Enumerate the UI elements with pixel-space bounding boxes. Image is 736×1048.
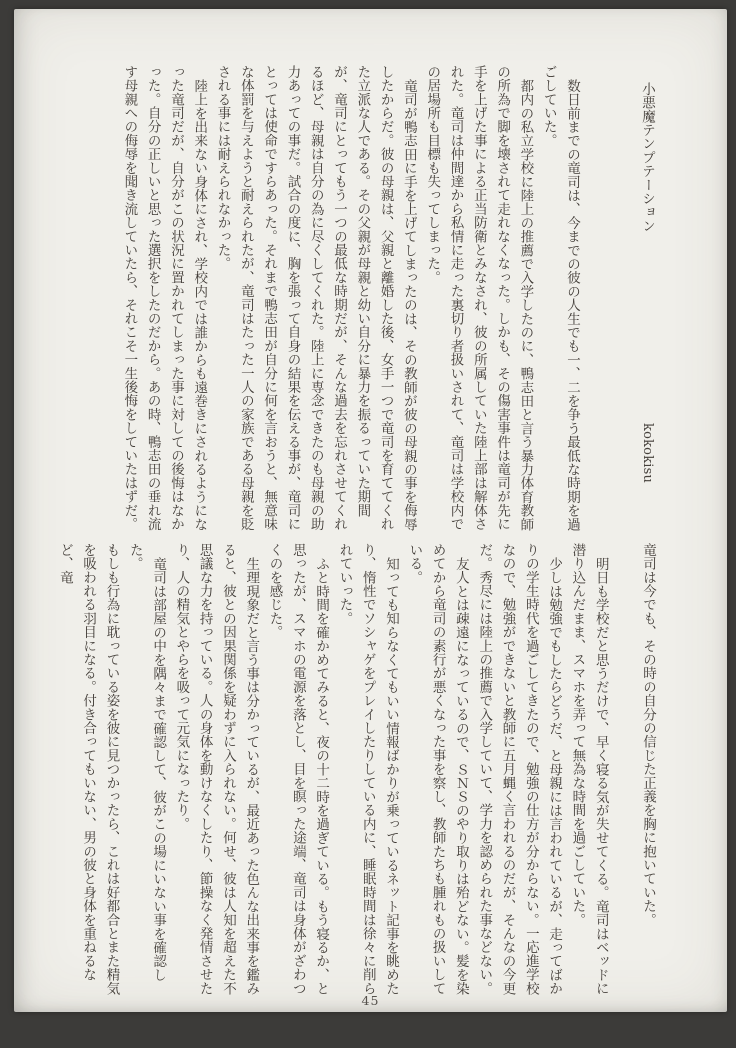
paragraph: もしも行為に耽っている姿を彼に見つかったら、これは好都合とまた精気を吸われる羽目になる。付き合ってもいない、男の彼と身体を重ねるなど、竜: [56, 543, 120, 996]
paragraph: 明日も学校だと思うだけで、早く寝る気が失せてくる。竜司はベッドに潜り込んだまま、スマホを弄って無為な時間を過ごしていた。: [569, 543, 609, 995]
paragraph: 知っても知らなくてもいい情報ばかりが乗っているネット記事を眺めたり、惰性でソシャゲをプレイしたりしている内に、睡眠時間は徐々に削られていった。: [336, 543, 400, 996]
page-number: 45: [361, 993, 380, 1008]
paragraph: 数日前までの竜司は、今までの彼の人生でも一、二を争う最低な時期を過ごしていた。: [540, 65, 580, 531]
scanned-page: [14, 9, 727, 1012]
paragraph: 竜司は今でも、その時の自分の信じた正義を胸に抱いていた。: [640, 543, 656, 927]
paragraph: 少しは勉強でもしたらどうだ、と母親には言われているが、走ってばかりの学生時代を過ごしてきたので、勉強の仕方が分からない。一応進学校なので、勉強ができないと教師に五月蝿く言われるのだが、そんなの今更だ。秀尽には陸上の推薦で入学していて、学力を認められた事などない。: [476, 543, 563, 996]
title-column: [635, 65, 659, 535]
author-name: kokokisu: [640, 423, 655, 484]
text-section-lower: [55, 543, 659, 1005]
story-title: 小悪魔テンプテーション: [639, 82, 655, 233]
paragraph: 竜司が鴨志田に手を上げてしまったのは、その教師が彼の母親の事を侮辱したからだ。彼の母親は、父親と離婚した後、女手一つで竜司を育ててくれた立派な人である。その父親が母親と幼い自分に暴力を振るっていた期間が、竜司にとってもう一つの最低な時期だが、そんな過去を忘れさせてくれるほど、母親は自分の為に尽くしてくれた。陸上に専念できたのも母親の助力あっての事だ。試合の度に、胸を張って自身の結果を伝える事が、竜司にとっては使命ですらあった。それまで鴨志田が自分に何を言おうと、無意味な体罰を与えようと耐えられたが、竜司はたった一人の家族である母親を貶される事には耐えられなかった。: [214, 65, 417, 531]
paragraph: 友人とは疎遠になっているので、ＳＮＳのやり取りは殆どない。髪を染めてから竜司の素行が悪くなった事を察し、教師たちも腫れもの扱いしている。: [406, 543, 469, 996]
paragraph: 都内の私立学校に陸上の推薦で入学したのに、鴨志田と言う暴力体育教師の所為で脚を壊されて走れなくなった。しかも、その傷害事件は竜司が先に手を上げた事による正当防衛とみなされ、彼の所属していた陸上部は解体された。竜司は仲間達から私情に走った裏切り者扱いされて、竜司は学校内での居場所も目標も失ってしまった。: [424, 65, 534, 531]
paragraph: 生理現象だと言う事は分かっているが、最近あった色んな出来事を鑑みると、彼との因果関係を疑わずに入られない。何せ、彼は人知を超えた不思議な力を持っている。人の身体を動けなくしたり、節操なく発情させたり、人の精気とやらを吸って元気になったり。: [173, 543, 260, 996]
paragraph: 陸上を出来ない身体にされ、学校内では誰からも遠巻きにされるようになった竜司だが、自分がこの状況に置かれてしまった事に対しての後悔はなかった。自分の正しいと思った選択をしたのだから。あの時、鴨志田の垂れ流す母親への侮辱を聞き流していたら、それこそ一生後悔をしていたはずだ。: [121, 65, 208, 531]
paragraph: 竜司は部屋の中を隅々まで確認して、彼がこの場にいない事を確認した。: [126, 543, 167, 982]
paragraph: ふと時間を確かめてみると、夜の十二時を過ぎている。もう寝るか、と思ったが、スマホの電源を落とし、目を瞑った途端、竜司は身体がざわつくのを感じた。: [266, 543, 330, 996]
text-section-upper: [78, 65, 583, 531]
